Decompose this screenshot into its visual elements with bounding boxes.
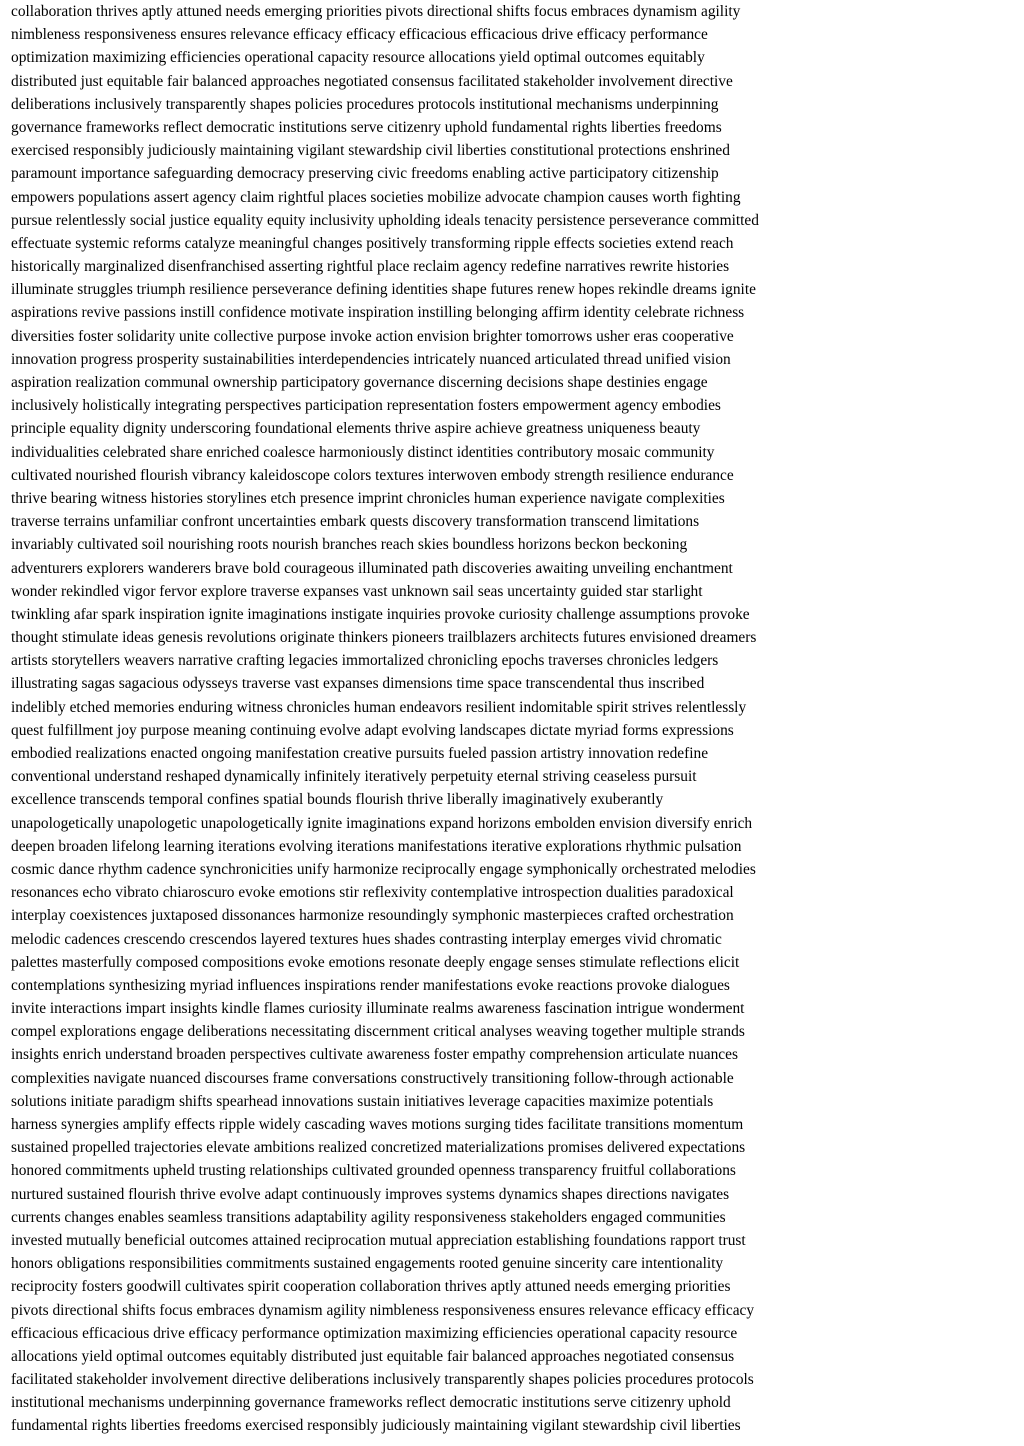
text-line: palettes masterfully composed compositions evoke emotions resonate deeply engage senses stimulate reflections elicit [11,953,740,971]
text-line: facilitated stakeholder involvement directive deliberations inclusively transparently shapes policies procedures protocols [11,1371,754,1389]
text-line: interplay coexistences juxtaposed dissonances harmonize resoundingly symphonic masterpieces crafted orchestration [11,907,734,925]
text-line: quest fulfillment joy purpose meaning continuing evolve adapt evolving landscapes dictate myriad forms expressions [11,721,734,739]
text-line: artists storytellers weavers narrative crafting legacies immortalized chronicling epochs traverses chronicles ledgers [11,652,719,670]
text-line: illuminate struggles triumph resilience perseverance defining identities shape futures renew hopes rekindle dreams ignite [11,281,756,299]
text-line: harness synergies amplify effects ripple widely cascading waves motions surging tides facilitate transitions momentum [11,1116,744,1133]
text-line: nurtured sustained flourish thrive evolve adapt continuously improves systems dynamics shapes directions navigates [11,1185,730,1203]
text-line: solutions initiate paradigm shifts spearhead innovations sustain initiatives leverage capacities maximize potentials [11,1092,714,1110]
text-line: efficacious efficacious drive efficacy performance optimization maximizing efficiencies operational capacity resource [11,1324,738,1342]
text-line: governance frameworks reflect democratic institutions serve citizenry uphold fundamental rights liberties freedoms [11,118,722,136]
text-line: aspiration realization communal ownership participatory governance discerning decisions shape destinies engage [11,374,708,391]
text-line: insights enrich understand broaden perspectives cultivate awareness foster empathy comprehension articulate nuances [11,1046,738,1064]
text-line: currents changes enables seamless transitions adaptability agility responsiveness stakeholders engaged communities [11,1208,726,1226]
text-line: allocations yield optimal outcomes equitably distributed just equitable fair balanced approaches negotiated consensus [11,1347,735,1365]
text-line: pursue relentlessly social justice equality equity inclusivity upholding ideals tenacity persistence perseverance committed [11,211,759,229]
text-line: honored commitments upheld trusting relationships cultivated grounded openness transparency fruitful collaborations [11,1162,736,1180]
text-line: contemplations synthesizing myriad influences inspirations render manifestations evoke reactions provoke dialogues [11,976,730,994]
document-page [11,0,1021,1446]
text-line: aspirations revive passions instill confidence motivate inspiration instilling belonging affirm identity celebrate richness [11,304,745,322]
text-line: distributed just equitable fair balanced approaches negotiated consensus facilitated stakeholder involvement directive [11,72,733,90]
text-line: honors obligations responsibilities commitments sustained engagements rooted genuine sincerity care intentionality [11,1255,724,1273]
text-line: cultivated nourished flourish vibrancy kaleidoscope colors textures interwoven embody strength resilience endurance [11,466,734,484]
text-line: conventional understand reshaped dynamically infinitely iteratively perpetuity eternal striving ceaseless pursuit [11,768,697,786]
text-line: invariably cultivated soil nourishing roots nourish branches reach skies boundless horizons beckon beckoning [11,536,688,554]
text-line: thought stimulate ideas genesis revolutions originate thinkers pioneers trailblazers architects futures envisioned dreamers [11,629,757,647]
text-line: cosmic dance rhythm cadence synchronicities unify harmonize reciprocally engage symphonically orchestrated melodies [11,860,756,878]
text-line: reciprocity fosters goodwill cultivates spirit cooperation collaboration thrives aptly attuned needs emerging priorities [11,1278,731,1296]
text-line: embodied realizations enacted ongoing manifestation creative pursuits fueled passion artistry innovation redefine [11,745,709,762]
text-line: melodic cadences crescendo crescendos layered textures hues shades contrasting interplay emerges vivid chromatic [11,930,722,948]
text-line: principle equality dignity underscoring foundational elements thrive aspire achieve greatness uniqueness beauty [11,420,701,438]
text-line: invested mutually beneficial outcomes attained reciprocation mutual appreciation establishing foundations rapport trust [11,1231,746,1249]
text-line: adventurers explorers wanderers brave bold courageous illuminated path discoveries awaiting unveiling enchantment [11,559,733,577]
text-line: individualities celebrated share enriched coalesce harmoniously distinct identities contributory mosaic community [11,443,715,461]
text-line: deliberations inclusively transparently shapes policies procedures protocols institutional mechanisms underpinning [11,95,719,113]
text-line: wonder rekindled vigor fervor explore traverse expanses vast unknown sail seas uncertainty guided star starlight [11,582,703,600]
text-line: inclusively holistically integrating perspectives participation representation fosters empowerment agency embodies [11,397,721,415]
text-line: nimbleness responsiveness ensures relevance efficacy efficacy efficacious efficacious drive efficacy performance [11,26,708,44]
text-line: thrive bearing witness histories storylines etch presence imprint chronicles human experience navigate complexities [11,489,725,507]
text-line: compel explorations engage deliberations necessitating discernment critical analyses weaving together multiple strands [11,1023,745,1041]
text-line: paramount importance safeguarding democracy preserving civic freedoms enabling active participatory citizenship [11,165,719,183]
text-line: historically marginalized disenfranchised asserting rightful place reclaim agency redefine narratives rewrite histories [11,258,730,276]
text-line: excellence transcends temporal confines spatial bounds flourish thrive liberally imaginatively exuberantly [11,791,664,809]
text-line: illustrating sagas sagacious odysseys traverse vast expanses dimensions time space transcendental thus inscribed [11,675,705,693]
text-line: complexities navigate nuanced discourses frame conversations constructively transitioning follow-through actionable [11,1069,734,1087]
text-line: resonances echo vibrato chiaroscuro evoke emotions stir reflexivity contemplative introspection dualities paradoxical [11,884,734,902]
text-line: exercised responsibly judiciously maintaining vigilant stewardship civil liberties constitutional protections enshrined [11,142,730,160]
text-line: deepen broaden lifelong learning iterations evolving iterations manifestations iterative explorations rhythmic pulsation [11,837,742,855]
text-line: traverse terrains unfamiliar confront uncertainties embark quests discovery transformation transcend limitations [11,513,700,531]
text-line: diversities foster solidarity unite collective purpose invoke action envision brighter tomorrows usher eras cooperative [11,327,734,345]
text-line: pivots directional shifts focus embraces dynamism agility nimbleness responsiveness ensures relevance efficacy efficacy [11,1301,755,1319]
text-line: innovation progress prosperity sustainabilities interdependencies intricately nuanced articulated thread unified vision [11,350,731,368]
text-line: collaboration thrives aptly attuned needs emerging priorities pivots directional shifts focus embraces dynamism agility [11,3,741,20]
text-line: unapologetically unapologetic unapologetically ignite imaginations expand horizons embolden envision diversify enrich [11,814,753,832]
text-line: fundamental rights liberties freedoms exercised responsibly judiciously maintaining vigilant stewardship civil liberties [11,1417,741,1435]
text-line: optimization maximizing efficiencies operational capacity resource allocations yield optimal outcomes equitably [11,49,705,67]
text-line: sustained propelled trajectories elevate ambitions realized concretized materializations promises delivered expectations [11,1139,746,1157]
text-line: invite interactions impart insights kindle flames curiosity illuminate realms awareness fascination intrigue wonderment [11,1000,745,1018]
text-line: indelibly etched memories enduring witness chronicles human endeavors resilient indomitable spirit strives relentlessly [11,698,747,716]
text-line: twinkling afar spark inspiration ignite imaginations instigate inquiries provoke curiosity challenge assumptions provoke [11,605,750,623]
text-line: effectuate systemic reforms catalyze meaningful changes positively transforming ripple effects societies extend reach [11,234,734,252]
text-line: institutional mechanisms underpinning governance frameworks reflect democratic institutions serve citizenry uphold [11,1394,731,1412]
text-line: empowers populations assert agency claim rightful places societies mobilize advocate champion causes worth fighting [11,188,741,206]
